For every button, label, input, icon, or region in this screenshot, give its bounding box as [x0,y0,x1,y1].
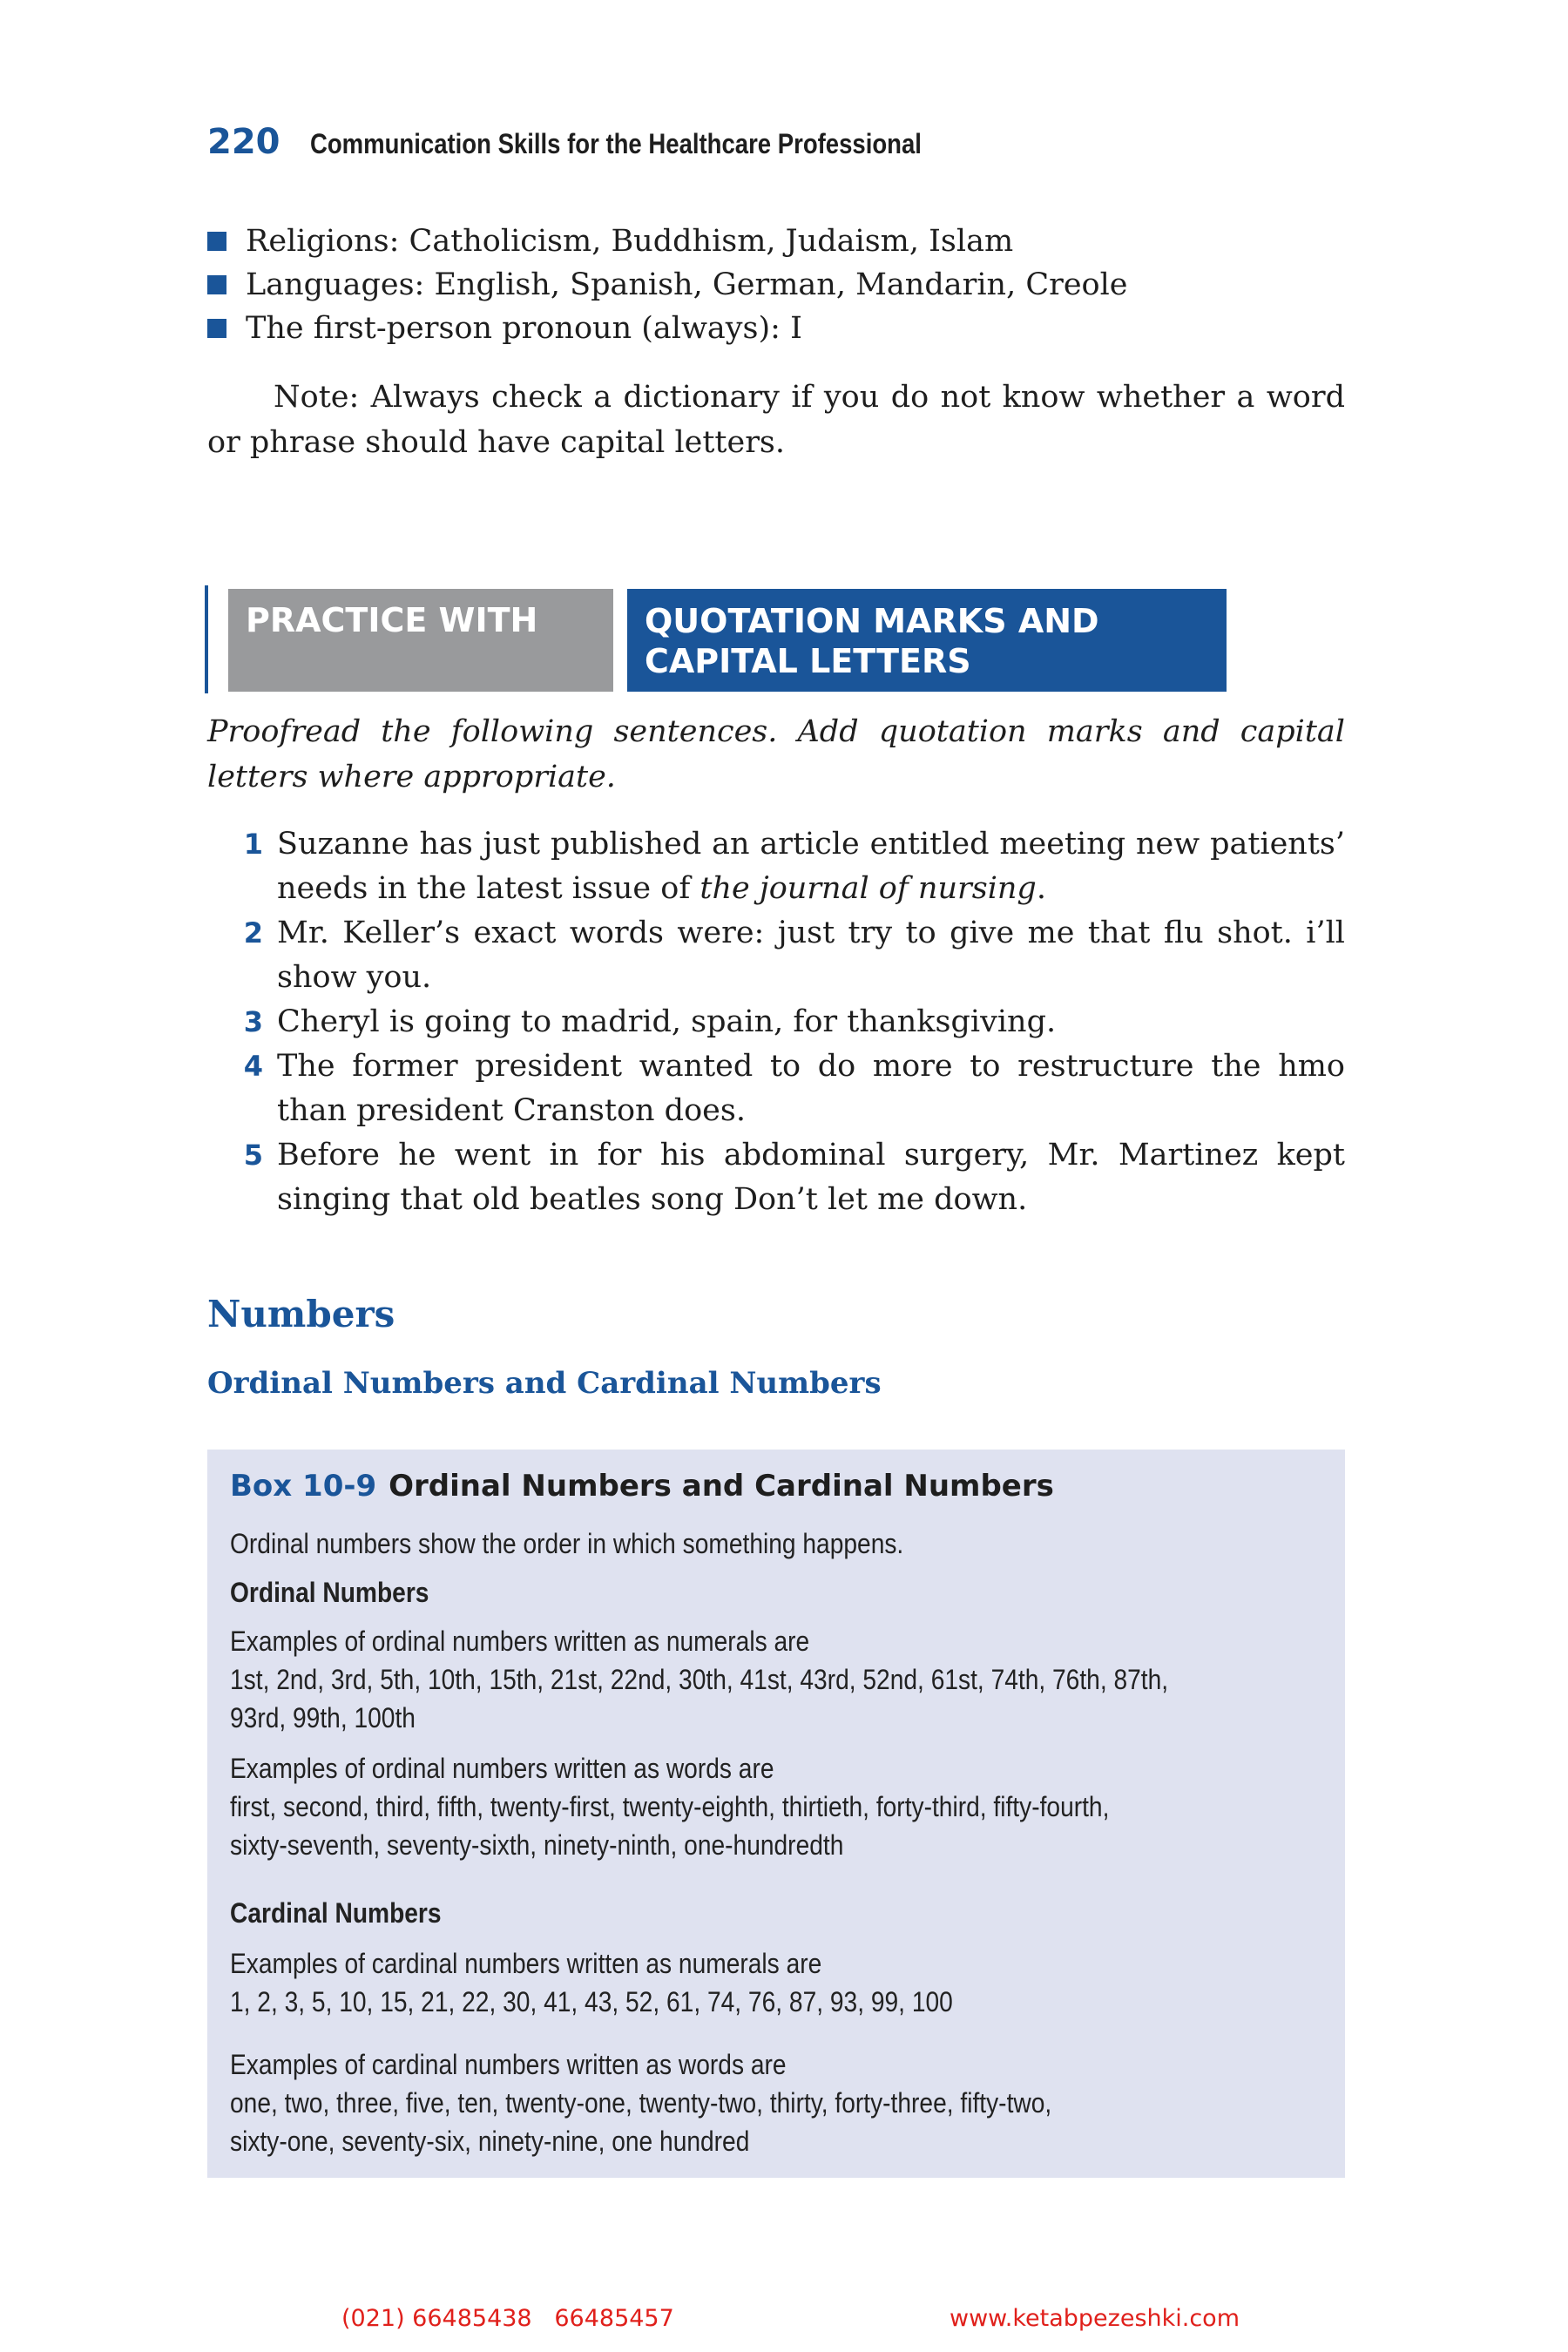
list-item [207,263,1340,307]
practice-topic: QUOTATION MARKS AND CAPITAL LETTERS [645,602,1099,680]
practice-label: PRACTICE WITH [246,601,538,639]
box-ordinal-words-line: sixty-seventh, seventy-sixth, ninety-ninth, one-hundredth [230,1829,844,1861]
exercise-text: Cheryl is going to madrid, spain, for thanksgiving. [277,1004,1057,1039]
exercise-text: Before he went in for his abdominal surgery, Mr. Martinez kept singing that old beatles song Don’t let me down. [277,1138,1345,1217]
exercise-text: The former president wanted to do more to restructure the hmo than president Cranston does. [277,1049,1345,1128]
practice-label-tab [228,589,613,692]
practice-instructions: Proofread the following sentences. Add quotation marks and capital letters where appropriate. [207,714,1345,794]
footer-website-link[interactable]: www.ketabpezeshki.com [950,2305,1240,2332]
box-ordinal-words-label: Examples of ordinal numbers written as words are [230,1753,774,1784]
exercise-item [207,1133,1345,1222]
box-title: Ordinal Numbers and Cardinal Numbers [389,1469,1054,1504]
box-ordinal-numerals-label: Examples of ordinal numbers written as numerals are [230,1625,810,1657]
box-ordinal-numerals-line: 1st, 2nd, 3rd, 5th, 10th, 15th, 21st, 22nd, 30th, 41st, 43rd, 52nd, 61st, 74th, 76th, 87th, [230,1664,1169,1695]
practice-rule-divider [205,585,208,693]
running-title: Communication Skills for the Healthcare Professional [309,128,922,159]
practice-topic-tab [627,589,1227,692]
bullet-list [207,220,1340,350]
section-heading: Numbers [207,1293,395,1335]
box-ordinal-words-line: first, second, third, fifth, twenty-first, twenty-eighth, thirtieth, forty-third, fifty-fourth, [230,1791,1110,1822]
exercise-number: 3 [243,1005,263,1038]
exercise-item [207,1044,1345,1133]
subsection-heading: Ordinal Numbers and Cardinal Numbers [207,1366,882,1401]
box-ordinal-numerals-line: 93rd, 99th, 100th [230,1702,416,1734]
running-header [207,122,1021,166]
list-item [207,220,1340,263]
note-paragraph: Note: Always check a dictionary if you do not know whether a word or phrase should have capital letters. [207,380,1345,460]
exercise-item [207,1000,1345,1044]
square-bullet-icon [207,275,226,294]
box-cardinal-numerals-label: Examples of cardinal numbers written as numerals are [230,1948,822,1979]
page-number: 220 [207,122,280,162]
info-box [207,1450,1345,2178]
exercise-number: 2 [243,916,263,950]
box-intro: Ordinal numbers show the order in which something happens. [230,1528,904,1559]
bullet-text: The first-person pronoun (always): I [246,311,802,346]
exercise-text: Mr. Keller’s exact words were: just try to give me that flu shot. i’ll show you. [277,916,1345,995]
exercise-text: Suzanne has just published an article entitled meeting new patients’ needs in the latest issue of the journal of nursing. [277,827,1345,906]
footer-phone: (021) 66485438 66485457 [341,2305,674,2332]
box-header [230,1469,1054,1504]
box-ordinal-heading: Ordinal Numbers [230,1577,429,1608]
square-bullet-icon [207,319,226,338]
bullet-text: Religions: Catholicism, Buddhism, Judaism, Islam [246,224,1014,259]
box-label: Box 10-9 [230,1469,377,1504]
exercise-number: 5 [243,1139,263,1172]
exercise-item [207,822,1345,911]
exercise-number: 1 [243,828,263,861]
box-cardinal-words-label: Examples of cardinal numbers written as words are [230,2049,787,2080]
journal-title: the journal of nursing [700,871,1037,906]
list-item [207,307,1340,350]
square-bullet-icon [207,232,226,251]
box-cardinal-heading: Cardinal Numbers [230,1897,442,1929]
exercise-number: 4 [243,1050,263,1083]
bullet-text: Languages: English, Spanish, German, Mandarin, Creole [246,267,1128,302]
box-cardinal-numerals-line: 1, 2, 3, 5, 10, 15, 21, 22, 30, 41, 43, 52, 61, 74, 76, 87, 93, 99, 100 [230,1986,953,2017]
exercise-list [207,822,1345,1222]
box-cardinal-words-line: sixty-one, seventy-six, ninety-nine, one hundred [230,2126,750,2157]
box-cardinal-words-line: one, two, three, five, ten, twenty-one, twenty-two, thirty, forty-three, fifty-two, [230,2087,1052,2119]
exercise-item [207,911,1345,1000]
